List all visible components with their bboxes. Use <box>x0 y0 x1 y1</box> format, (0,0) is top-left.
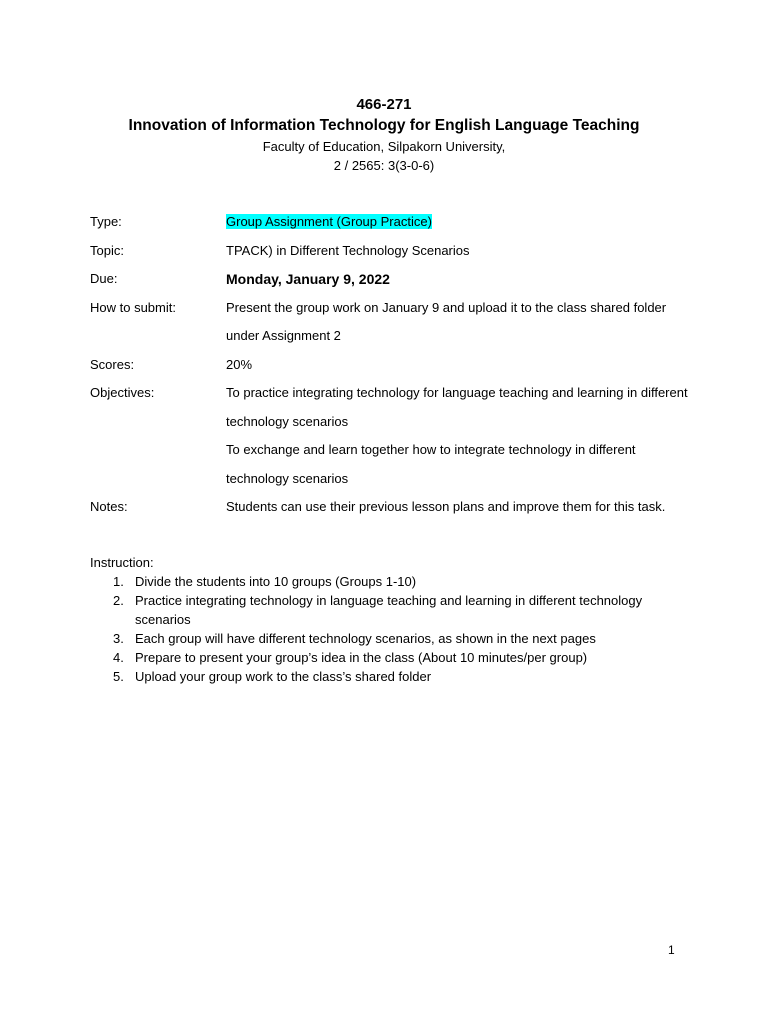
list-item-text: Prepare to present your group’s idea in the class (About 10 minutes/per group) <box>135 650 588 665</box>
list-item <box>90 572 690 591</box>
topic-value: TPACK) in Different Technology Scenarios <box>226 242 470 258</box>
scores-row <box>90 351 690 380</box>
submit-value: Present the group work on January 9 and upload it to the class shared folder under Assignment 2 <box>226 299 667 343</box>
notes-label: Notes: <box>90 499 128 514</box>
faculty-line: Faculty of Education, Silpakorn University, <box>262 139 506 154</box>
topic-row <box>90 237 690 266</box>
assignment-details <box>90 208 690 522</box>
objectives-label: Objectives: <box>90 385 155 400</box>
due-row <box>90 265 690 294</box>
type-label: Type: <box>90 214 122 229</box>
term-line: 2 / 2565: 3(3-0-6) <box>333 158 435 173</box>
list-item-text: Each group will have different technology scenarios, as shown in the next pages <box>135 631 596 646</box>
list-item <box>90 648 690 667</box>
due-value: Monday, January 9, 2022 <box>226 271 390 287</box>
list-item <box>90 667 690 686</box>
instruction-section <box>90 553 690 686</box>
list-item-number: 1. <box>113 574 124 589</box>
instruction-list <box>90 572 690 686</box>
objective-item: To practice integrating technology for language teaching and learning in different technology scenarios <box>226 385 688 429</box>
scores-value: 20% <box>226 356 253 372</box>
list-item-number: 3. <box>113 631 124 646</box>
scores-label: Scores: <box>90 356 135 372</box>
list-item-text: Practice integrating technology in language teaching and learning in different technology scenarios <box>135 593 643 627</box>
list-item <box>90 629 690 648</box>
submit-label: How to submit: <box>90 299 176 315</box>
list-item-text: Upload your group work to the class’s shared folder <box>135 669 432 684</box>
list-item <box>90 591 690 629</box>
topic-label: Topic: <box>90 242 124 258</box>
notes-row <box>90 493 690 522</box>
type-row <box>90 208 690 237</box>
document-header <box>0 94 768 175</box>
list-item-number: 5. <box>113 669 124 684</box>
course-title: Innovation of Information Technology for English Language Teaching <box>128 117 640 134</box>
list-item-number: 2. <box>113 593 124 608</box>
submit-row <box>90 294 690 351</box>
list-item-number: 4. <box>113 650 124 665</box>
objectives-row <box>90 379 690 493</box>
objective-item: To exchange and learn together how to integrate technology in different technology scenarios <box>226 442 636 486</box>
list-item-text: Divide the students into 10 groups (Groups 1-10) <box>135 574 417 589</box>
instruction-title: Instruction: <box>90 555 154 570</box>
type-value: Group Assignment (Group Practice) <box>226 214 432 229</box>
course-code: 466-271 <box>356 96 412 113</box>
notes-value: Students can use their previous lesson plans and improve them for this task. <box>226 499 666 514</box>
due-label: Due: <box>90 271 118 286</box>
page-number: 1 <box>668 943 675 957</box>
